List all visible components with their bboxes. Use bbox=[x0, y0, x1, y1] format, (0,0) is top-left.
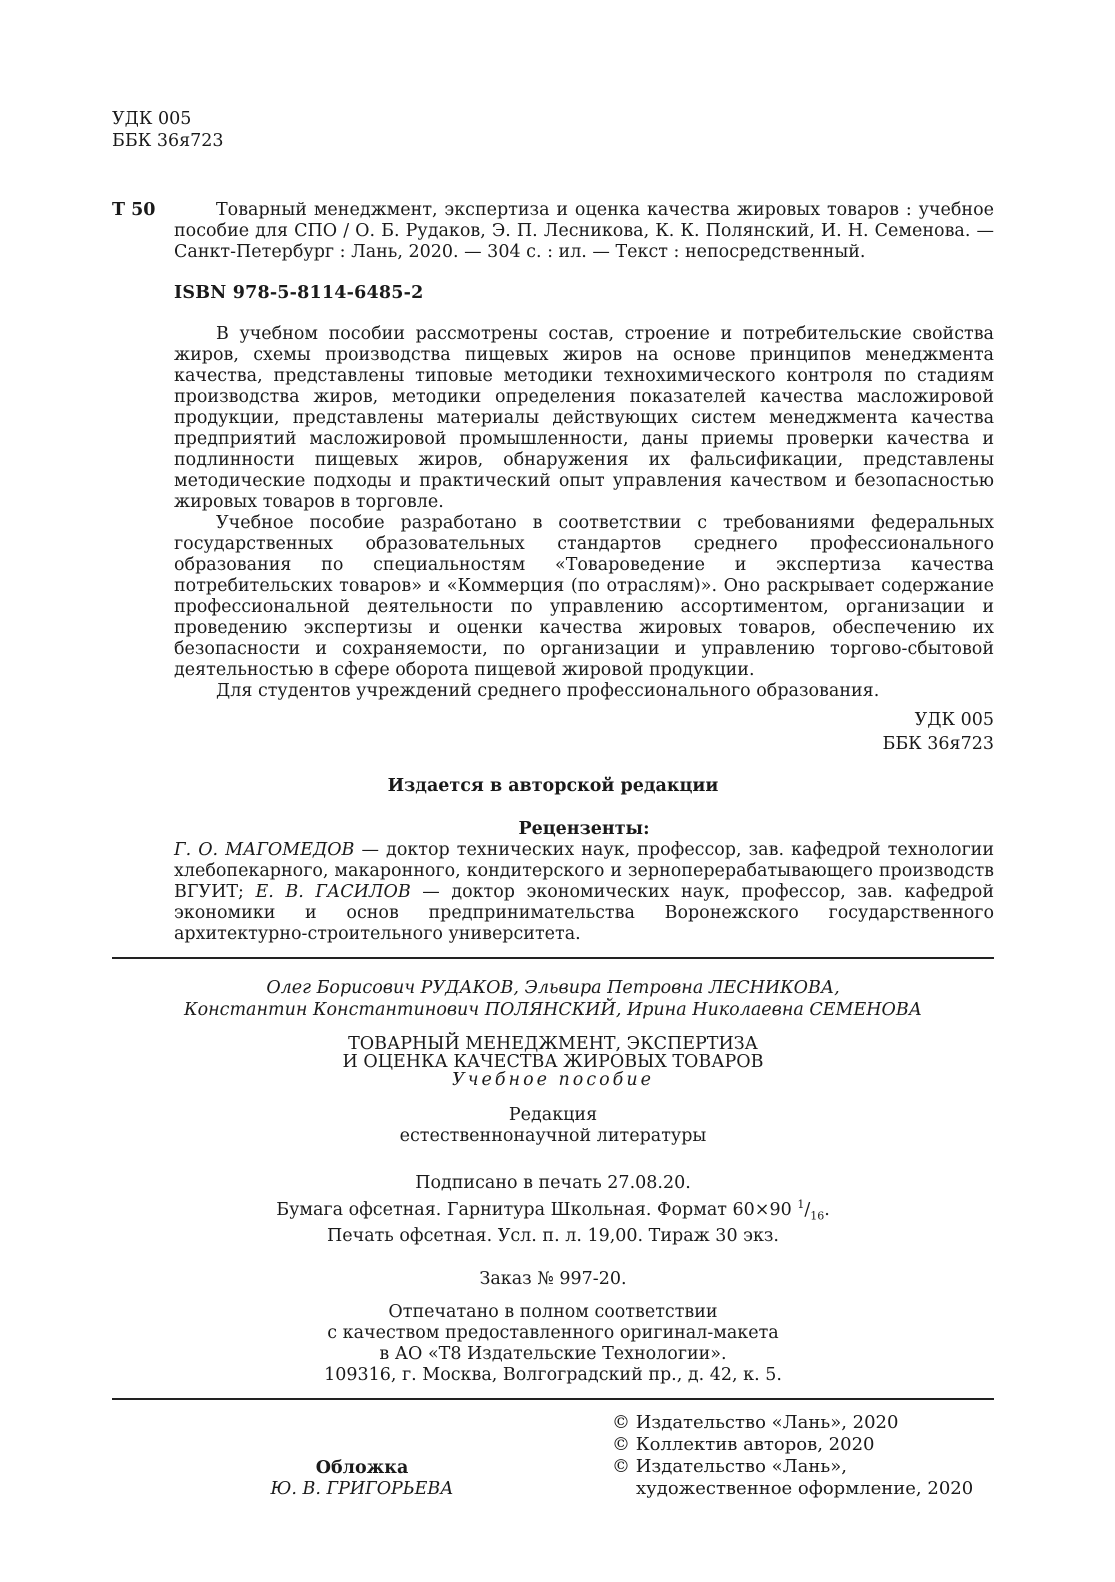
authors-line: Олег Борисович РУДАКОВ, Эльвира Петровна ЛЕСНИКОВА, bbox=[266, 978, 840, 998]
isbn: ISBN 978-5-8114-6485-2 bbox=[174, 283, 424, 303]
copyright-block bbox=[612, 1412, 994, 1500]
authors-line: Константин Константинович ПОЛЯНСКИЙ, Ирина Николаевна СЕМЕНОВА bbox=[184, 1000, 922, 1020]
copyright-line: художественное оформление, 2020 bbox=[636, 1478, 974, 1500]
editorial-line: Редакция bbox=[508, 1105, 598, 1125]
print-details: Печать офсетная. Усл. п. л. 19,00. Тираж 30 экз. bbox=[327, 1226, 779, 1247]
reviewers-text bbox=[174, 840, 994, 945]
editorial-line: естественнонаучной литературы bbox=[399, 1126, 707, 1146]
book-title: И ОЦЕНКА КАЧЕСТВА ЖИРОВЫХ ТОВАРОВ bbox=[342, 1052, 764, 1072]
annotation-paragraph: Для студентов учреждений среднего профессионального образования. bbox=[216, 681, 880, 701]
reviewer-details: — доктор экономических наук, профессор, зав. кафедрой экономики и основ предпринимательства Воронежского государственного архитектурно-строительного университета. bbox=[174, 882, 994, 944]
divider bbox=[112, 1398, 994, 1400]
bibliographic-description: Товарный менеджмент, экспертиза и оценка качества жировых товаров : учебное пособие для СПО / О. Б. Рудаков, Э. П. Лесникова, К. К. Полянский, И. Н. Семенова. — Санкт-Петербург : Лань, 2020. — 304 с. : ил. — Текст : непосредственный. bbox=[174, 200, 994, 262]
paper-format: Бумага офсетная. Гарнитура Школьная. Формат 60×90 $^1/_{16}$. bbox=[276, 1198, 830, 1223]
edition-note: Издается в авторской редакции bbox=[387, 776, 719, 796]
order-number: Заказ № 997-20. bbox=[479, 1269, 627, 1290]
udk-code: УДК 005 bbox=[112, 109, 192, 129]
copyright-line: © Коллектив авторов, 2020 bbox=[612, 1434, 875, 1456]
classification-top bbox=[112, 108, 994, 152]
printed-line: с качеством предоставленного оригинал-макета bbox=[327, 1323, 779, 1344]
printed-line: 109316, г. Москва, Волгоградский пр., д. 42, к. 5. bbox=[324, 1365, 782, 1386]
udk-code: УДК 005 bbox=[914, 710, 994, 730]
imprint-page bbox=[112, 108, 994, 1500]
cover-credit bbox=[112, 1458, 612, 1500]
classification-right bbox=[112, 708, 994, 756]
bottom-block bbox=[112, 1412, 994, 1500]
annotation bbox=[174, 324, 994, 702]
bbk-code: ББК 36я723 bbox=[112, 131, 224, 151]
reviewers-heading: Рецензенты: bbox=[518, 819, 650, 839]
editorial-office bbox=[112, 1105, 994, 1147]
cover-label: Обложка bbox=[315, 1458, 409, 1479]
printed-line: Отпечатано в полном соответствии bbox=[388, 1302, 718, 1323]
divider bbox=[112, 957, 994, 959]
authors bbox=[112, 977, 994, 1021]
bibliographic-entry bbox=[112, 200, 994, 263]
printing-house bbox=[112, 1302, 994, 1386]
author-mark: Т 50 bbox=[112, 200, 156, 220]
copyright-line: © Издательство «Лань», bbox=[612, 1456, 847, 1478]
reviewer-name: Г. О. МАГОМЕДОВ bbox=[174, 840, 355, 860]
signed-date: Подписано в печать 27.08.20. bbox=[415, 1173, 691, 1193]
bbk-code: ББК 36я723 bbox=[882, 734, 994, 754]
annotation-paragraph: Учебное пособие разработано в соответствии с требованиями федеральных государственных образовательных стандартов среднего профессионального образования по специальностям «Товароведение и экспертиза качества потребительских товаров» и «Коммерция (по отраслям)». Оно раскрывает содержание профессиональной деятельности по управлению ассортиментом, организации и проведению экспертизы и оценки качества жировых товаров, обеспечению их безопасности и сохраняемости, по организации и управлению торгово-сбытовой деятельностью в сфере оборота пищевой жировой продукции. bbox=[174, 513, 994, 680]
cover-designer: Ю. В. ГРИГОРЬЕВА bbox=[270, 1479, 454, 1500]
annotation-paragraph: В учебном пособии рассмотрены состав, строение и потребительские свойства жиров, схемы производства пищевых жиров на основе принципов менеджмента качества, представлены типовые методики технохимического контроля по стадиям производства жиров, методики определения показателей качества масложировой продукции, представлены материалы действующих систем менеджмента качества предприятий масложировой промышленности, даны приемы проверки качества и подлинности пищевых жиров, обнаружения их фальсификации, представлены методические подходы и практический опыт управления качеством и безопасностью жировых товаров в торговле. bbox=[174, 324, 994, 512]
book-title: ТОВАРНЫЙ МЕНЕДЖМЕНТ, ЭКСПЕРТИЗА bbox=[348, 1034, 758, 1054]
copyright-line: © Издательство «Лань», 2020 bbox=[612, 1412, 899, 1434]
book-kind: Учебное пособие bbox=[451, 1070, 654, 1090]
printed-line: в АО «Т8 Издательские Технологии». bbox=[379, 1344, 727, 1365]
reviewer-name: Е. В. ГАСИЛОВ bbox=[255, 882, 411, 902]
book-title-block bbox=[112, 1035, 994, 1089]
imprint-details bbox=[112, 1173, 994, 1290]
reviewer-details: — доктор технических наук, профессор, зав. кафедрой технологии хлебопекарного, макаронного, кондитерского и зерноперерабатывающего производств ВГУИТ; bbox=[174, 840, 995, 902]
